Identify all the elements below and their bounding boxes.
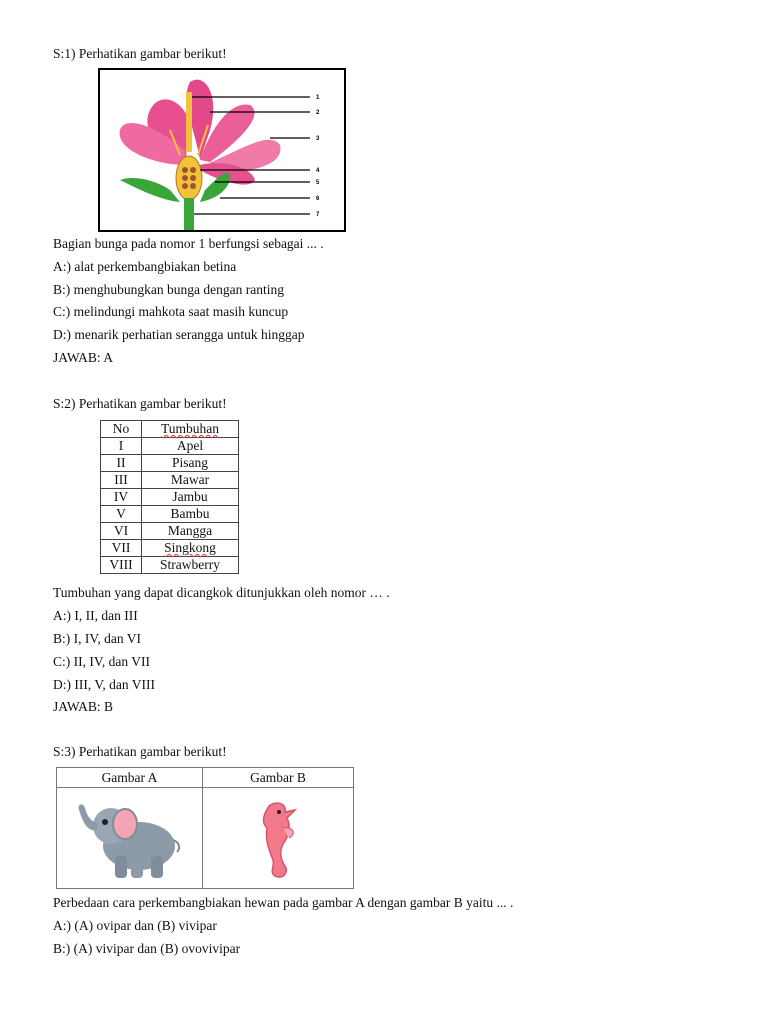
q2-question: Tumbuhan yang dapat dicangkok ditunjukkan oleh nomor … .	[53, 585, 390, 600]
table-row	[101, 557, 239, 574]
header-gambar-b: Gambar B	[203, 768, 353, 788]
q3-option-a: A:) (A) ovipar dan (B) vivipar	[53, 918, 217, 933]
row-plant: Singkong	[142, 540, 239, 557]
q1-option-a: A:) alat perkembangbiakan betina	[53, 259, 237, 274]
row-plant: Jambu	[142, 489, 239, 506]
q1-option-b: B:) menghubungkan bunga dengan ranting	[53, 282, 284, 297]
row-no: V	[101, 506, 142, 523]
row-plant: Mawar	[142, 472, 239, 489]
label-2: 2	[316, 110, 320, 116]
row-plant: Pisang	[142, 455, 239, 472]
row-plant: Mangga	[142, 523, 239, 540]
row-no: I	[101, 438, 142, 455]
label-7: 7	[316, 212, 320, 218]
table-row	[101, 438, 239, 455]
row-no: VI	[101, 523, 142, 540]
animals-table	[56, 767, 354, 889]
q2-option-c: C:) II, IV, dan VII	[53, 654, 150, 669]
header-gambar-a: Gambar A	[57, 768, 202, 788]
header-tumbuhan: Tumbuhan	[142, 421, 239, 438]
table-row	[101, 506, 239, 523]
row-no: IV	[101, 489, 142, 506]
table-header-row	[101, 421, 239, 438]
table-row	[101, 523, 239, 540]
label-4: 4	[316, 168, 320, 174]
elephant-image	[75, 796, 185, 884]
row-plant: Apel	[142, 438, 239, 455]
q1-option-c: C:) melindungi mahkota saat masih kuncup	[53, 304, 289, 319]
q3-option-b: B:) (A) vivipar dan (B) ovovivipar	[53, 941, 241, 956]
row-no: VIII	[101, 557, 142, 574]
label-1: 1	[316, 95, 320, 101]
flower-diagram	[98, 68, 346, 232]
q2-heading: S:2) Perhatikan gambar berikut!	[53, 396, 227, 411]
q1-question: Bagian bunga pada nomor 1 berfungsi sebagai ... .	[53, 236, 324, 251]
table-row	[101, 489, 239, 506]
table-row	[101, 455, 239, 472]
row-plant: Strawberry	[142, 557, 239, 574]
q2-option-b: B:) I, IV, dan VI	[53, 631, 141, 646]
row-no: III	[101, 472, 142, 489]
q3-question: Perbedaan cara perkembangbiakan hewan pada gambar A dengan gambar B yaitu ... .	[53, 895, 514, 910]
label-5: 5	[316, 180, 320, 186]
label-6: 6	[316, 196, 320, 202]
table-row	[101, 472, 239, 489]
table-row	[101, 540, 239, 557]
label-3: 3	[316, 136, 320, 142]
q2-answer: JAWAB: B	[53, 699, 114, 714]
plants-table	[100, 420, 239, 574]
q3-heading: S:3) Perhatikan gambar berikut!	[53, 744, 227, 759]
row-no: VII	[101, 540, 142, 557]
seahorse-image	[247, 798, 307, 884]
q2-option-d: D:) III, V, dan VIII	[53, 677, 155, 692]
q1-option-d: D:) menarik perhatian serangga untuk hinggap	[53, 327, 305, 342]
q1-answer: JAWAB: A	[53, 350, 114, 365]
header-no: No	[101, 421, 142, 438]
row-plant: Bambu	[142, 506, 239, 523]
row-no: II	[101, 455, 142, 472]
q2-option-a: A:) I, II, dan III	[53, 608, 138, 623]
q1-heading: S:1) Perhatikan gambar berikut!	[53, 46, 227, 61]
column-divider	[202, 768, 203, 888]
